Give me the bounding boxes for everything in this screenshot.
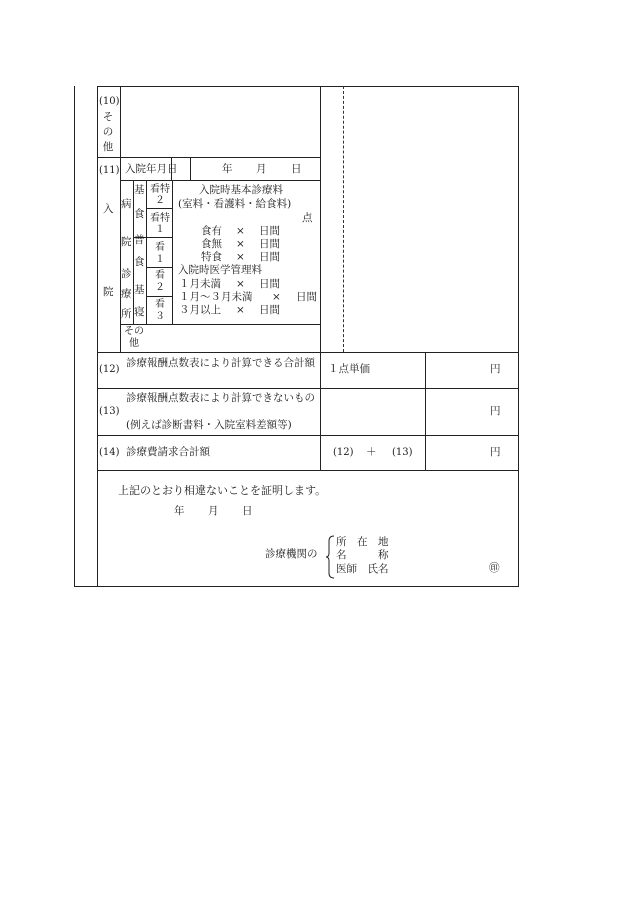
special-meal-label: 特食 [201,251,222,263]
meal-with-label: 食有 [201,225,222,237]
section14-number: (14) [99,447,120,458]
col-shin: 診 [121,268,132,280]
m1to3-times: × [272,291,281,303]
section11-number: (11) [99,165,120,176]
col-in: 院 [121,236,132,248]
row-line-470 [97,470,519,471]
section11-label-in2: 院 [103,286,114,298]
over3m-days: 日間 [259,304,280,316]
inner-col-133 [133,180,134,324]
under1m-label: １月未満 [179,278,221,290]
col-sho: 所 [121,308,132,320]
outer-bottom-border [74,586,519,587]
section10-label: その他 [102,111,114,153]
section11-label-in: 入 [103,203,114,215]
dashed-col-line [343,86,344,352]
inner-row-267 [146,267,173,268]
basic-fee-subtitle: (室料・看護料・給食料) [178,198,292,210]
kango-tokubetsu-2: 看特２ [150,184,170,206]
section13-label: 診療報酬点数表により計算できないもの [126,392,315,404]
kishin-2: 寝 [134,306,145,318]
section12-label: 診療報酬点数表により計算できる合計額 [126,357,315,369]
basic-fee-title: 入院時基本診療料 [199,184,283,196]
section12-yen: 円 [490,363,501,375]
certification-statement: 上記のとおり相違ないことを証明します。 [118,484,327,497]
admission-date-label: 入院年月日 [125,163,178,175]
row-line-180 [120,180,320,181]
over3m-label: ３月以上 [179,304,221,316]
row-line-352 [97,352,519,353]
kishoku-2: 食 [134,208,145,220]
section13-example: (例えば診断書料・入院室料差額等) [126,419,292,431]
section13-number: (13) [99,406,120,417]
section10-number: (10) [99,96,120,107]
inner-row-324 [120,324,320,325]
top-border [97,86,519,87]
admission-date-year: 年 [222,163,233,175]
row-line-435 [97,435,519,436]
m1to3-label: １月～３月未満 [179,291,253,303]
col-line-320 [320,86,321,470]
unit-price-label: １点単価 [328,363,370,375]
kango-2: 看２ [155,270,165,293]
section12-number: (12) [99,364,120,375]
section14-label: 診療費請求合計額 [126,446,210,458]
inner-left-border [97,86,98,587]
meal-without-days: 日間 [259,238,280,250]
kishin-1: 基 [134,284,145,296]
row-line-388 [97,388,519,389]
kango-1: 看１ [155,242,165,265]
special-meal-times: × [236,251,245,263]
meal-without-label: 食無 [201,238,222,250]
under1m-days: 日間 [259,278,280,290]
date-divider-2 [190,157,191,181]
formula-plus: ＋ [366,446,377,458]
curly-brace-icon [325,535,335,579]
row-line-157 [97,157,320,158]
outer-left-border [74,86,75,587]
cert-day: 日 [242,505,253,517]
meal-with-days: 日間 [259,225,280,237]
inner-row-208 [146,208,173,209]
section14-yen: 円 [490,446,501,458]
admission-date-month: 月 [256,163,267,175]
formula-b: (13) [392,447,413,458]
section13-yen: 円 [490,405,501,417]
inner-row-296 [146,296,173,297]
futsushoku-1: 普 [134,234,145,246]
col-ryo: 療 [121,288,132,300]
mgmt-fee-title: 入院時医学管理料 [178,264,262,276]
admission-date-day: 日 [291,163,302,175]
under1m-times: × [236,278,245,290]
cert-month: 月 [208,505,219,517]
outer-right-border [518,86,519,587]
formula-a: (12) [333,447,354,458]
meal-with-times: × [236,225,245,237]
inpatient-other-label: その他 [124,326,144,349]
special-meal-days: 日間 [259,251,280,263]
col-line-425 [425,352,426,470]
address-label: 所 在 地 [336,536,389,548]
m1to3-days: 日間 [296,291,317,303]
doctor-name-label: 医師 氏名 [336,563,389,575]
institution-label: 診療機関の [265,548,318,560]
meal-without-times: × [236,238,245,250]
name-label: 名 称 [336,549,389,561]
points-label: 点 [302,212,313,224]
cert-year: 年 [174,505,185,517]
kango-tokubetsu-1: 看特１ [150,213,170,235]
col-byo: 病 [121,198,132,210]
kishoku-1: 基 [134,184,145,196]
seal-mark: ㊞ [489,562,500,574]
futsushoku-2: 食 [134,256,145,268]
kango-3: 看３ [155,299,165,322]
over3m-times: × [236,304,245,316]
